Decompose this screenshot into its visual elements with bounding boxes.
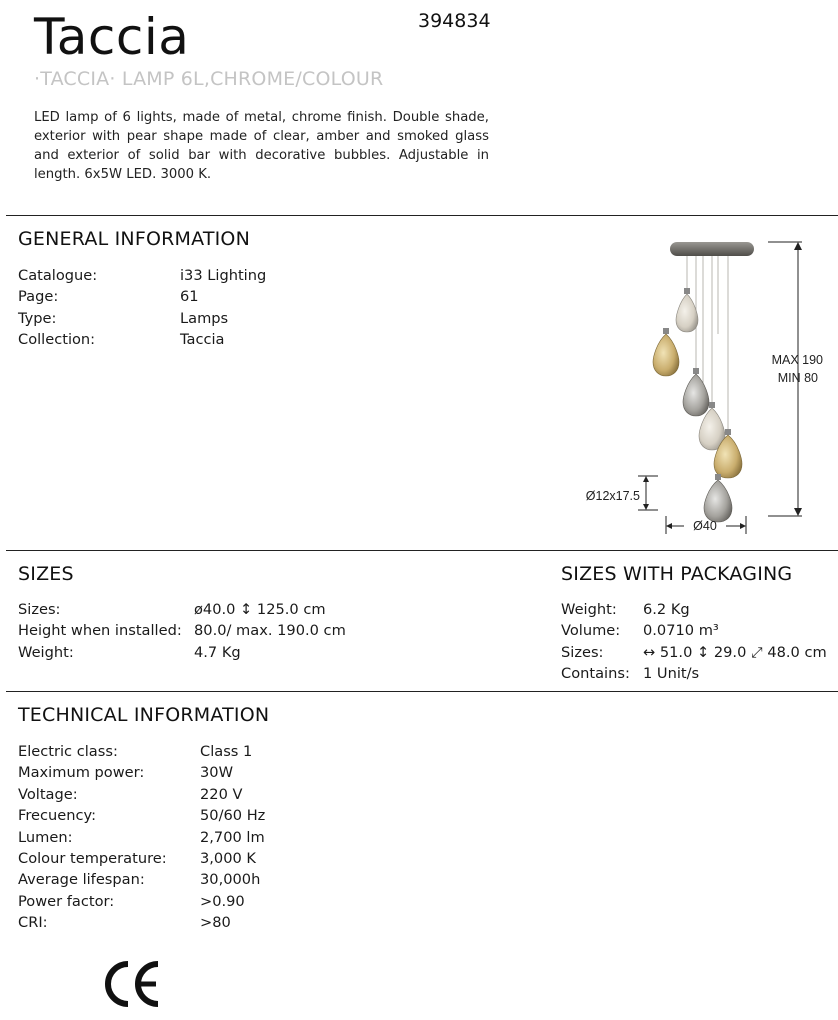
packaging-list <box>561 599 827 685</box>
technical-value: >0.90 <box>200 892 245 910</box>
sizes-label: Height when installed: <box>18 622 182 640</box>
technical-label: Electric class: <box>18 743 118 760</box>
general-info-row <box>18 265 266 286</box>
technical-label: CRI: <box>18 914 48 932</box>
sizes-row <box>18 642 346 663</box>
general-info-value: i33 Lighting <box>180 267 267 284</box>
ceiling-canopy <box>670 242 754 256</box>
technical-label: Lumen: <box>18 828 73 846</box>
shade-dimension <box>638 476 658 510</box>
general-info-label: Type: <box>18 309 57 327</box>
sizes-value: 4.7 Kg <box>194 643 241 661</box>
packaging-row <box>561 599 827 620</box>
general-info-label: Catalogue: <box>18 267 98 284</box>
sizes-label: Sizes: <box>18 601 61 618</box>
general-info-value: Lamps <box>180 309 229 327</box>
sizes-value: ø40.0 ↕ 125.0 cm <box>194 601 326 618</box>
sizes-row <box>18 599 346 620</box>
packaging-label: Volume: <box>561 622 621 640</box>
general-info-row <box>18 329 266 350</box>
technical-value: Class 1 <box>200 743 253 760</box>
technical-label: Colour temperature: <box>18 850 167 868</box>
packaging-value: 6.2 Kg <box>643 601 690 618</box>
section-divider <box>6 691 838 692</box>
diameter-label: Ø40 <box>693 519 717 533</box>
technical-row <box>18 869 265 890</box>
general-info-value: 61 <box>180 288 199 306</box>
packaging-label: Weight: <box>561 601 617 618</box>
section-divider <box>6 215 838 216</box>
product-description: LED lamp of 6 lights, made of metal, chrome finish. Double shade, exterior with pear shape made of clear, amber and smoked glass and exterior of solid bar with decorative bubbles. Adjustable in length. 6x5W LED. 3000 K. <box>34 110 489 182</box>
sizes-value: 80.0/ max. 190.0 cm <box>194 622 346 640</box>
packaging-row <box>561 642 827 663</box>
section-divider <box>6 550 838 551</box>
technical-value: >80 <box>200 914 231 932</box>
general-info-row <box>18 308 266 329</box>
technical-label: Voltage: <box>18 785 78 803</box>
technical-row <box>18 912 265 933</box>
packaging-row <box>561 620 827 641</box>
technical-info-heading: TECHNICAL INFORMATION <box>18 704 270 726</box>
sizes-list <box>18 599 346 663</box>
packaging-value: 1 Unit/s <box>643 665 700 683</box>
technical-label: Frecuency: <box>18 807 97 825</box>
sizes-row <box>18 620 346 641</box>
technical-value: 2,700 lm <box>200 828 265 846</box>
technical-label: Average lifespan: <box>18 871 145 889</box>
shade-smoked-2 <box>704 474 732 522</box>
technical-value: 30W <box>200 764 233 782</box>
sizes-label: Weight: <box>18 643 74 661</box>
technical-row <box>18 762 265 783</box>
technical-info-list <box>18 741 265 934</box>
technical-value: 50/60 Hz <box>200 807 266 825</box>
technical-value: 3,000 K <box>200 850 256 868</box>
shade-clear <box>676 288 698 332</box>
shade-amber <box>653 328 679 376</box>
product-subtitle: ·TACCIA· LAMP 6L,CHROME/COLOUR <box>34 68 384 90</box>
technical-row <box>18 827 265 848</box>
technical-row <box>18 741 265 762</box>
glass-shades <box>653 288 742 522</box>
product-title: Taccia <box>34 8 190 66</box>
max-height-label: MAX 190 <box>771 353 823 367</box>
product-drawing <box>560 228 830 540</box>
technical-row <box>18 848 265 869</box>
ce-mark-icon <box>100 958 164 1010</box>
packaging-row <box>561 663 827 684</box>
technical-label: Power factor: <box>18 892 115 910</box>
general-info-value: Taccia <box>180 331 225 349</box>
general-info-heading: GENERAL INFORMATION <box>18 228 250 250</box>
sizes-heading: SIZES <box>18 563 74 585</box>
general-info-row <box>18 286 266 307</box>
packaging-heading: SIZES WITH PACKAGING <box>561 563 793 585</box>
technical-value: 220 V <box>200 785 243 803</box>
packaging-label: Sizes: <box>561 643 604 661</box>
packaging-label: Contains: <box>561 665 630 683</box>
technical-row <box>18 784 265 805</box>
general-info-list <box>18 265 266 351</box>
product-code: 394834 <box>418 10 491 32</box>
general-info-label: Page: <box>18 288 59 306</box>
shade-size-label: Ø12x17.5 <box>585 489 640 503</box>
technical-label: Maximum power: <box>18 764 145 782</box>
min-height-label: MIN 80 <box>777 371 818 385</box>
packaging-value: ↔ 51.0 ↕ 29.0 ⤢ 48.0 cm <box>643 643 827 661</box>
technical-row <box>18 891 265 912</box>
general-info-label: Collection: <box>18 331 96 349</box>
technical-row <box>18 805 265 826</box>
packaging-value: 0.0710 m³ <box>643 622 719 640</box>
technical-value: 30,000h <box>200 871 261 889</box>
shade-smoked <box>683 368 709 416</box>
